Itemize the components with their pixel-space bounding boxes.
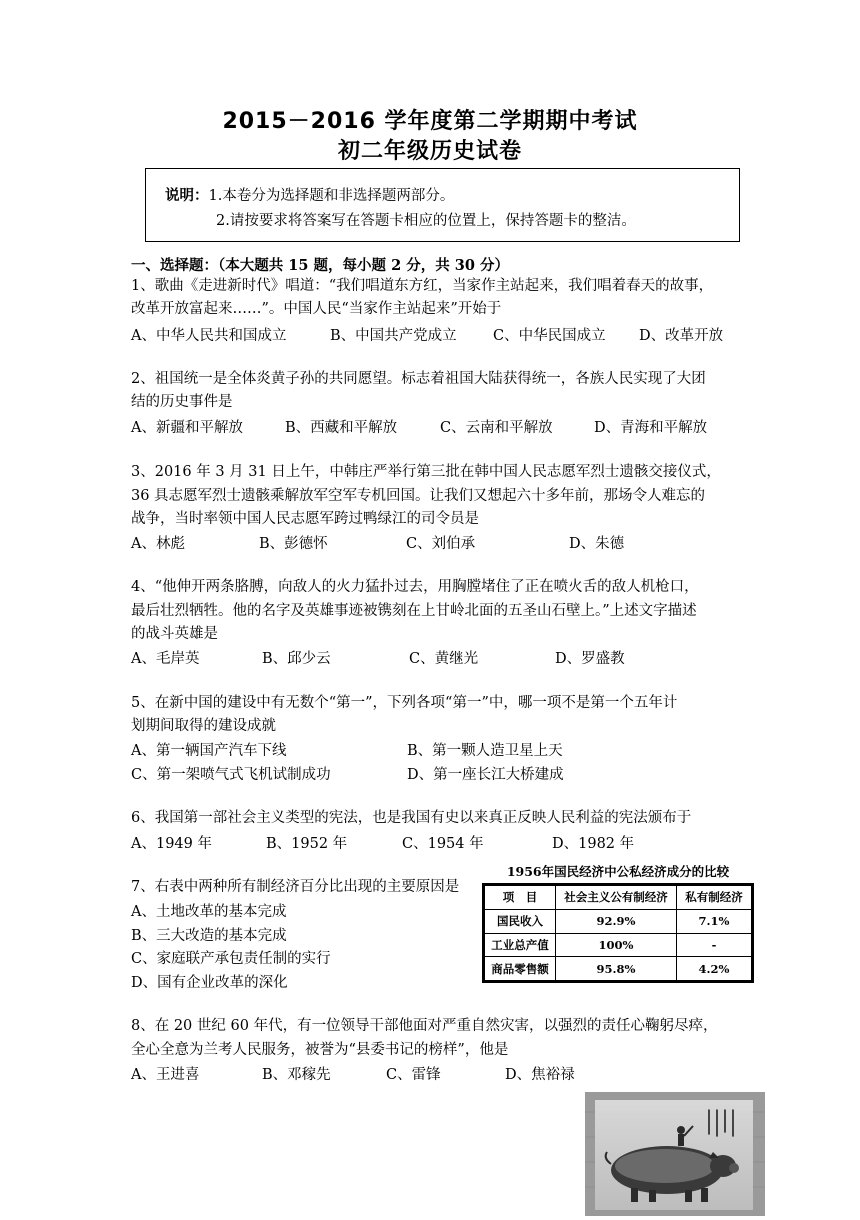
question-4-line-2: 最后壮烈牺牲。他的名字及英雄事迹被镌刻在上甘岭北面的五圣山石壁上。”上述文字描述 [131,603,697,619]
q4-option-d: D、罗盛教 [555,651,625,667]
q1-option-b: B、中国共产党成立 [330,328,457,344]
question-3-line-2: 36 具志愿军烈士遗骸乘解放军空军专机回国。让我们又想起六十多年前，那场令人难忘的 [131,488,706,504]
q1-option-a: A、中华人民共和国成立 [131,328,287,344]
table-cell: 7.1% [677,909,752,933]
q1-option-d: D、改革开放 [639,328,724,344]
table-row [485,933,752,957]
section-heading: 一、选择题：（本大题共 15 题，每小题 2 分，共 30 分） [131,257,509,274]
q7-option-d: D、国有企业改革的深化 [131,975,288,991]
q4-option-a: A、毛岸英 [131,651,200,667]
question-8-line-2: 全心全意为兰考人民服务，被誉为“县委书记的榜样”，他是 [131,1042,509,1058]
question-5-line-2: 划期间取得的建设成就 [131,718,276,734]
table-cell: 92.9% [556,909,677,933]
q6-option-b: B、1952 年 [266,836,348,852]
q4-option-b: B、邱少云 [262,651,331,667]
q6-option-c: C、1954 年 [402,836,484,852]
q2-option-c: C、云南和平解放 [440,420,553,436]
q5-option-d: D、第一座长江大桥建成 [407,767,564,783]
question-5-line-1: 5、在新中国的建设中有无数个“第一”，下列各项“第一”中，哪一项不是第一个五年计 [131,695,678,711]
question-2-line-1: 2、祖国统一是全体炎黄子孙的共同愿望。标志着祖国大陆获得统一，各族人民实现了大团 [131,371,706,387]
question-3-line-3: 战争，当时率领中国人民志愿军跨过鸭绿江的司令员是 [131,511,479,527]
q8-option-b: B、邓稼先 [262,1067,331,1083]
q7-option-c: C、家庭联产承包责任制的实行 [131,951,331,967]
question-4-line-1: 4、“他伸开两条胳膊，向敌人的火力猛扑过去，用胸膛堵住了正在喷火舌的敌人机枪口， [131,579,699,595]
table-title: 1956年国民经济中公私经济成分的比较 [506,864,730,879]
table-row [485,909,752,933]
table-cell: 95.8% [556,957,677,981]
table-header-cell: 项 目 [485,886,556,910]
q1-option-c: C、中华民国成立 [493,328,606,344]
q3-option-a: A、林彪 [131,536,185,552]
question-4-line-3: 的战斗英雄是 [131,626,218,642]
q3-option-b: B、彭德怀 [259,536,328,552]
instructions-label: 说明： [165,187,209,204]
propaganda-mural-photo [585,1092,765,1216]
table-cell: 工业总产值 [485,933,556,957]
q6-option-d: D、1982 年 [552,836,635,852]
q7-option-a: A、土地改革的基本完成 [131,904,287,920]
question-6-line-1: 6、我国第一部社会主义类型的宪法，也是我国有史以来真正反映人民利益的宪法颁布于 [131,810,692,826]
q3-option-c: C、刘伯承 [406,536,476,552]
table-cell: 4.2% [677,957,752,981]
q2-option-d: D、青海和平解放 [594,420,708,436]
q6-option-a: A、1949 年 [131,836,212,852]
table-row [485,957,752,981]
question-7-line-1: 7、右表中两种所有制经济百分比出现的主要原因是 [131,879,460,895]
q5-option-c: C、第一架喷气式飞机试制成功 [131,767,331,783]
q2-option-a: A、新疆和平解放 [131,420,243,436]
question-3-line-1: 3、2016 年 3 月 31 日上午，中韩庄严举行第三批在韩中国人民志愿军烈士遗骸交接仪式， [131,464,721,480]
economy-table [482,883,754,983]
exam-title: 2015－2016 学年度第二学期期中考试 [222,109,638,134]
q2-option-b: B、西藏和平解放 [285,420,398,436]
q8-option-c: C、雷锋 [386,1067,441,1083]
question-2-line-2: 结的历史事件是 [131,394,233,410]
table-cell: 商品零售额 [485,957,556,981]
question-8-line-1: 8、在 20 世纪 60 年代，有一位领导干部他面对严重自然灾害，以强烈的责任心鞠躬尽瘁， [131,1018,718,1034]
instructions-line-1: 说明：1.本卷分为选择题和非选择题两部分。 [165,187,455,204]
table-cell: - [677,933,752,957]
table-header-cell: 私有制经济 [677,886,752,910]
q5-option-a: A、第一辆国产汽车下线 [131,743,287,759]
q5-option-b: B、第一颗人造卫星上天 [407,743,563,759]
table-header-cell: 社会主义公有制经济 [556,886,677,910]
exam-subtitle: 初二年级历史试卷 [337,139,522,164]
table-header-row [485,886,752,910]
question-1-line-1: 1、歌曲《走进新时代》唱道：“我们唱道东方红，当家作主站起来，我们唱着春天的故事， [131,278,714,294]
instructions-box [145,168,740,242]
q7-option-b: B、三大改造的基本完成 [131,928,287,944]
table-cell: 国民收入 [485,909,556,933]
q8-option-a: A、王进喜 [131,1067,200,1083]
table-cell: 100% [556,933,677,957]
q4-option-c: C、黄继光 [409,651,479,667]
question-1-line-2: 改革开放富起来……”。中国人民“当家作主站起来”开始于 [131,301,502,317]
instructions-line-2: 2.请按要求将答案写在答题卡相应的位置上，保持答题卡的整洁。 [216,213,636,229]
q8-option-d: D、焦裕禄 [505,1067,575,1083]
q3-option-d: D、朱德 [569,536,625,552]
